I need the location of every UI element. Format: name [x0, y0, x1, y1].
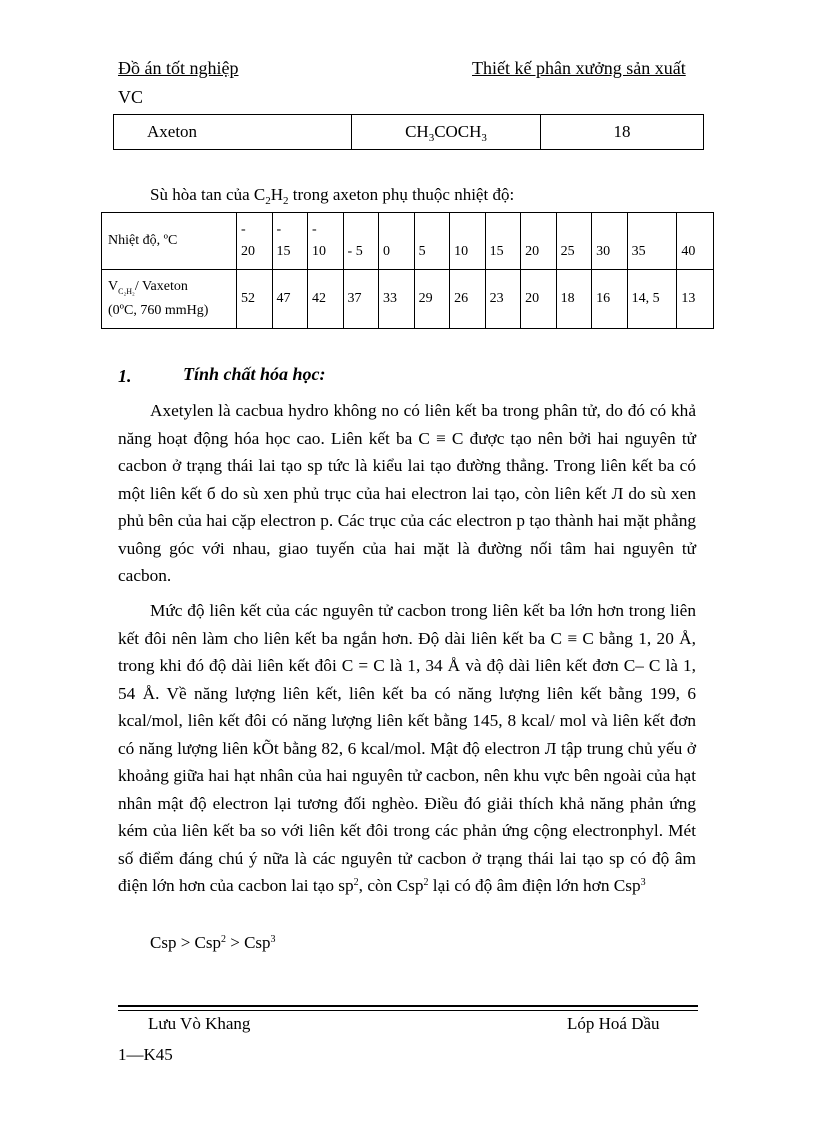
- solubility-cell: 20: [521, 270, 557, 329]
- solubility-cell: 26: [450, 270, 486, 329]
- temperature-cell: - 20: [236, 213, 272, 270]
- temperature-cell: 15: [485, 213, 521, 270]
- section-title: Tính chất hóa học:: [183, 364, 326, 384]
- solubility-cell: 18: [556, 270, 592, 329]
- compound-value: 18: [541, 115, 704, 150]
- solubility-cell: 42: [308, 270, 344, 329]
- header-title-left: Đồ án tốt nghiệp: [118, 58, 239, 78]
- temperature-cell: 30: [592, 213, 628, 270]
- solubility-cell: 16: [592, 270, 628, 329]
- header-continuation: VC: [118, 87, 144, 107]
- footer-class-code: 1—K45: [118, 1045, 173, 1064]
- footer-divider: [118, 1005, 698, 1007]
- temperature-cell: 20: [521, 213, 557, 270]
- paragraph-bonding: Axetylen là cacbua hydro không no có liên kết ba trong phân tử, do đó có khả năng hoạt động hóa học cao. Liên kết ba C ≡ C được tạo nên bởi hai nguyên tử cacbon ở trạng thái lai tạo sp tức là kiểu lai tạo đường thẳng. Trong liên kết ba có một liên kết б do sù xen phủ trục của hai electron lai tạo, còn liên kết Л do sù xen phủ bên của hai cặp electron p. Các trục của các electron p tạo thành hai mặt phẳng vuông góc với nhau, giao tuyến của hai mặt là đường nối tâm hai nguyên tử cacbon.: [118, 401, 696, 585]
- solubility-cell: 52: [236, 270, 272, 329]
- solubility-label: $V_{C_2H_2}/$ Vaxeton (0ºC, 760 mmHg): [102, 270, 237, 329]
- temperature-cell: 10: [450, 213, 486, 270]
- temperature-cell: - 10: [308, 213, 344, 270]
- footer-class-name: Lóp Hoá Dầu: [567, 1014, 660, 1033]
- temperature-cell: - 15: [272, 213, 308, 270]
- temperature-label: Nhiệt độ, ºC: [102, 213, 237, 270]
- compound-formula: $CH_3COCH_3$: [352, 115, 541, 150]
- paragraph-bond-length: Mức độ liên kết của các nguyên tử cacbon trong liên kết ba lớn hơn trong liên kết đôi nên làm cho liên kết ba ngắn hơn. Độ dài liên kết ba C ≡ C bằng 1, 20 Å, trong khi đó độ dài liên kết đôi C = C là 1, 34 Å và độ dài liên kết đơn C– C là 1, 54 Å. Về năng lượng liên kết, liên kết ba có năng lượng liên kết bằng 199, 6 kcal/mol, liên kết đôi có năng lượng liên kết bằng 145, 8 kcal/ mol và liên kết đơn có năng lượng liên kÕt bằng 82, 6 kcal/mol. Mật độ electron Л tập trung chủ yếu ở khoảng giữa hai hạt nhân của hai nguyên tử cacbon, nên khu vực bên ngoài của hạt nhân mật độ electron lại tương đối nghèo. Điều đó giải thích khả năng phản ứng kém của liên kết ba so với liên kết đôi trong các phản ứng cộng electronphyl. Mét số điểm đáng chú ý nữa là các nguyên tử cacbon ở trạng thái lai tạo sp có độ âm điện lớn hơn của cacbon lai tạo $sp^2$, còn Csp$^2$ lại có độ âm điện lớn hơn Csp$^3$: [118, 601, 696, 895]
- compound-name: Axeton: [114, 115, 352, 150]
- temperature-cell: 40: [677, 213, 714, 270]
- solubility-cell: 47: [272, 270, 308, 329]
- temperature-cell: 25: [556, 213, 592, 270]
- temperature-row: [102, 213, 714, 270]
- solubility-cell: 29: [414, 270, 450, 329]
- solubility-table: [101, 212, 714, 329]
- compound-table: [113, 114, 704, 150]
- temperature-cell: 35: [627, 213, 677, 270]
- section-number: 1.: [118, 366, 132, 386]
- temperature-cell: 0: [379, 213, 415, 270]
- temperature-cell: - 5: [343, 213, 379, 270]
- solubility-cell: 13: [677, 270, 714, 329]
- solubility-cell: 37: [343, 270, 379, 329]
- solubility-row: [102, 270, 714, 329]
- header-title-right: Thiết kế phân xưởng sản xuất: [472, 58, 686, 78]
- table-row: [114, 115, 704, 150]
- solubility-cell: 23: [485, 270, 521, 329]
- solubility-cell: 33: [379, 270, 415, 329]
- table-caption: Sù hòa tan của $C_2H_2$ trong axeton phụ thuộc nhiệt độ:: [150, 185, 515, 207]
- solubility-cell: 14, 5: [627, 270, 677, 329]
- footer-divider-thin: [118, 1010, 698, 1011]
- electronegativity-formula: Csp > Csp$^2$ > Csp$^3$: [150, 933, 276, 952]
- footer-author: Lưu Vò Khang: [148, 1014, 251, 1033]
- temperature-cell: 5: [414, 213, 450, 270]
